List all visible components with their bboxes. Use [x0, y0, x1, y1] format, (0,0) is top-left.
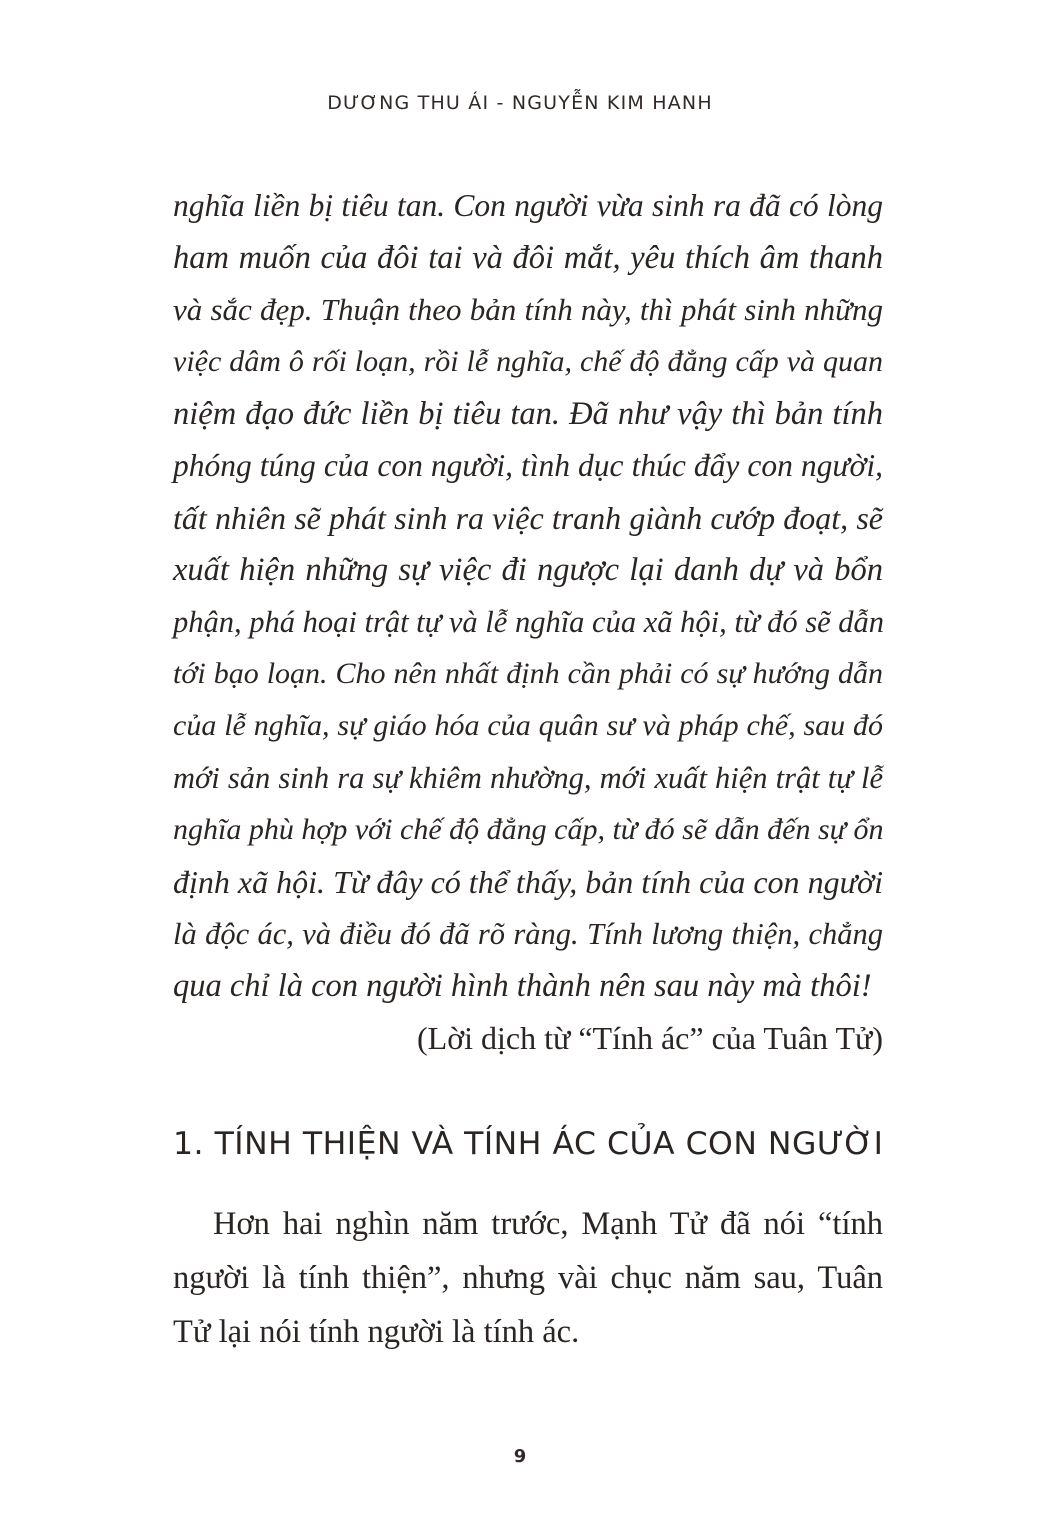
quote-line: niệm đạo đức liền bị tiêu tan. Đã như vậy thì bản tính — [173, 396, 883, 432]
quote-line: tới bạo loạn. Cho nên nhất định cần phải có sự hướng dẫn — [173, 657, 883, 690]
quote-line: định xã hội. Từ đây có thể thấy, bản tính của con người — [173, 864, 883, 900]
quote-line: nghĩa liền bị tiêu tan. Con người vừa sinh ra đã có lòng — [173, 188, 883, 223]
quote-line: việc dâm ô rối loạn, rồi lễ nghĩa, chế độ đẳng cấp và quan — [173, 345, 883, 378]
quote-line: nghĩa phù hợp với chế độ đẳng cấp, từ đó sẽ dẫn đến sự ổn — [173, 813, 884, 846]
quote-line: xuất hiện những sự việc đi ngược lại danh dự và bổn — [173, 552, 883, 588]
quote-line-last: qua chỉ là con người hình thành nên sau này mà thôi! — [173, 968, 872, 1004]
paragraph-line-last: Tử lại nói tính người là tính ác. — [173, 1314, 580, 1350]
quote-line: phóng túng của con người, tình dục thúc đẩy con người, — [173, 448, 883, 483]
quote-line: và sắc đẹp. Thuận theo bản tính này, thì phát sinh những — [173, 292, 883, 327]
quote-citation: (Lời dịch từ “Tính ác” của Tuân Tử) — [416, 1020, 883, 1056]
quote-line: mới sản sinh ra sự khiêm nhường, mới xuất hiện trật tự lễ — [173, 761, 883, 795]
quote-line: tất nhiên sẽ phát sinh ra việc tranh giành cướp đoạt, sẽ — [173, 500, 883, 536]
running-header: DƯƠNG THU ÁI - NGUYỄN KIM HANH — [327, 92, 713, 114]
quote-line: là độc ác, và điều đó đã rõ ràng. Tính lương thiện, chẳng — [173, 917, 883, 951]
quote-line: phận, phá hoại trật tự và lễ nghĩa của xã hội, từ đó sẽ dẫn — [173, 605, 884, 639]
quote-line: của lễ nghĩa, sự giáo hóa của quân sư và pháp chế, sau đó — [173, 709, 883, 742]
page-number: 9 — [513, 1446, 527, 1467]
quote-line: ham muốn của đôi tai và đôi mắt, yêu thích âm thanh — [173, 240, 883, 276]
paragraph-line: Hơn hai nghìn năm trước, Mạnh Tử đã nói “tính — [213, 1206, 883, 1242]
section-heading: 1. TÍNH THIỆN VÀ TÍNH ÁC CỦA CON NGƯỜI — [173, 1126, 884, 1162]
paragraph-line: người là tính thiện”, nhưng vài chục năm sau, Tuân — [173, 1260, 883, 1296]
